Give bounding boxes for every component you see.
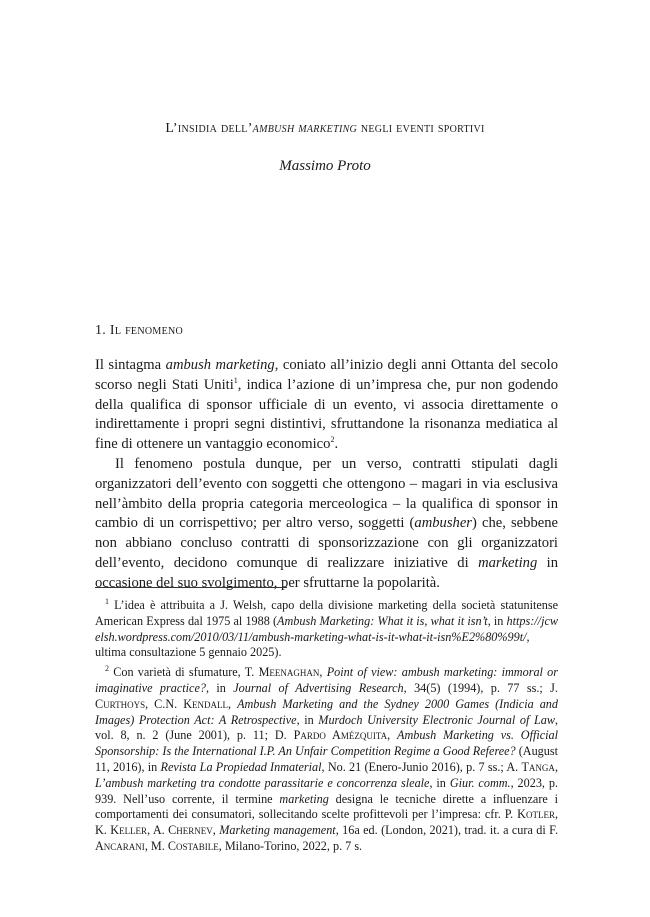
text-em: ambush marketing bbox=[165, 357, 275, 373]
author-sc: Costabile bbox=[167, 838, 219, 853]
text: , A. bbox=[147, 823, 169, 838]
text: , 2023, p. 939. Nell’uso corrente, il termine bbox=[95, 775, 559, 806]
text-em: Point of view: ambush marketing: immoral or imaginative practice? bbox=[95, 665, 559, 695]
text-em: marketing bbox=[478, 554, 538, 571]
text-em: L’ambush marketing tra condotte parassitarie e concorrenza sleale bbox=[95, 775, 430, 790]
text-em: Marketing management bbox=[219, 823, 336, 838]
text: . bbox=[334, 436, 339, 453]
text: , bbox=[319, 665, 327, 680]
text: , 16a ed. (London, 2021), trad. it. a cura di F. bbox=[335, 823, 559, 838]
author-sc: Curthoys bbox=[95, 696, 146, 711]
text: , ultima consultazione 5 gennaio 2025). bbox=[95, 629, 530, 660]
author-sc: Chernev bbox=[168, 823, 213, 838]
paragraph-2 bbox=[95, 455, 558, 594]
author-sc: Kotler bbox=[517, 807, 555, 822]
text: L’idea è attribuita a J. Welsh, capo della divisione marketing della società statunitense American Express dal 1975 al 1988 ( bbox=[95, 598, 558, 628]
title-emphasis: ambush marketing bbox=[252, 121, 358, 136]
text: , C.N. bbox=[145, 696, 184, 711]
article-title bbox=[0, 121, 650, 137]
footnote-1 bbox=[95, 598, 558, 661]
text-em: ambusher bbox=[414, 515, 472, 532]
text: , bbox=[212, 823, 220, 838]
text: , in bbox=[296, 712, 319, 727]
text: , No. 21 (Enero-Junio 2016), p. 7 ss.; A. bbox=[321, 759, 522, 774]
author-sc: Kendall bbox=[183, 696, 228, 711]
text: designa le tecniche dirette a influenzare i comportamenti dei consumatori, sollecitando scelte profittevoli per l’impresa: cfr. P. bbox=[95, 791, 559, 822]
author-sc: Keller bbox=[110, 823, 148, 838]
author-sc: Tanga bbox=[521, 759, 555, 774]
footnote-divider bbox=[95, 587, 287, 588]
text: , vol. 8, n. 2 (June 2001), p. 11; D. bbox=[95, 712, 558, 743]
footnote-number: 2 bbox=[105, 664, 109, 674]
author-sc: Ancarani bbox=[95, 838, 145, 853]
footnote-ref[interactable]: 1 bbox=[233, 375, 238, 385]
section-heading: 1. Il fenomeno bbox=[95, 323, 184, 338]
title-part: L’insidia dell’ bbox=[165, 121, 253, 136]
text-em: Journal of Advertising Research bbox=[233, 680, 404, 695]
text: , bbox=[228, 696, 238, 711]
text-em: Revista La Propiedad Inmaterial bbox=[160, 759, 322, 774]
body-text bbox=[95, 356, 558, 594]
footnote-number: 1 bbox=[105, 596, 109, 606]
text: , M. bbox=[144, 838, 168, 853]
text: , coniato all’inizio degli anni Ottanta del secolo scorso negli Stati Uniti bbox=[95, 357, 558, 393]
author-name: Massimo Proto bbox=[279, 158, 371, 174]
author-sc: Meenaghan bbox=[258, 665, 320, 680]
text: , indica l’azione di un’impresa che, pur non godendo della qualifica di sponsor ufficiale di un evento, vi associa direttamente o indirettamente i propri segni distintivi, sfruttandone la risonanza mediatica al fine di ottenere un vantaggio economico bbox=[95, 376, 558, 453]
title-part: negli eventi sportivi bbox=[357, 121, 485, 136]
text: Il fenomeno postula dunque, per un verso, contratti stipulati dagli organizzatori dell’evento con soggetti che ottengono – magari in via esclusiva nell’àmbito della propria categoria merceologica – la qualifica di sponsor in cambio di un corrispettivo; per altro verso, soggetti ( bbox=[95, 455, 558, 532]
text-em: Giur. comm. bbox=[449, 775, 511, 790]
text: , bbox=[387, 728, 397, 743]
text: Il sintagma bbox=[95, 357, 166, 373]
text-em: Murdoch University Electronic Journal of Law bbox=[318, 712, 555, 727]
text: , in bbox=[429, 775, 450, 790]
author-sc: Pardo Amézquita bbox=[293, 728, 388, 743]
text-em: Ambush Marketing and the Sydney 2000 Games (Indicia and Images) Protection Act: A Retrospective bbox=[95, 696, 558, 727]
footnotes bbox=[95, 598, 558, 859]
paragraph-1 bbox=[95, 356, 558, 455]
footnote-2 bbox=[95, 665, 558, 855]
text: , K. bbox=[95, 807, 558, 838]
text: Con varietà di sfumature, T. bbox=[109, 665, 259, 680]
text-em: Ambush Marketing: What it is, what it isn’t bbox=[277, 613, 488, 628]
text: in occasione del suo svolgimento, per sfruttarne la popolarità. bbox=[95, 554, 558, 591]
text: ) che, sebbene non abbiano concluso contratti di sponsorizzazione con gli organizzatori dell’evento, decidono comunque di realizzare iniziative di bbox=[95, 515, 559, 571]
text-em: marketing bbox=[279, 791, 329, 806]
text: , Milano-Torino, 2022, p. 7 s. bbox=[218, 838, 363, 853]
text: , bbox=[554, 759, 558, 774]
text: (August 11, 2016), in bbox=[95, 744, 558, 774]
footnote-link[interactable]: https://jcwelsh.wordpress.com/2010/03/11/ambush-marketing-what-is-it-what-it-isn%E2%80%99t/ bbox=[95, 613, 558, 644]
text: , in bbox=[205, 680, 234, 695]
text: , in bbox=[487, 613, 507, 628]
footnote-ref[interactable]: 2 bbox=[330, 435, 335, 445]
text-em: Ambush Marketing vs. Official Sponsorship: Is the International I.P. An Unfair Competition Regime a Good Referee? bbox=[95, 728, 558, 759]
text: , 34(5) (1994), p. 77 ss.; J. bbox=[403, 680, 558, 695]
